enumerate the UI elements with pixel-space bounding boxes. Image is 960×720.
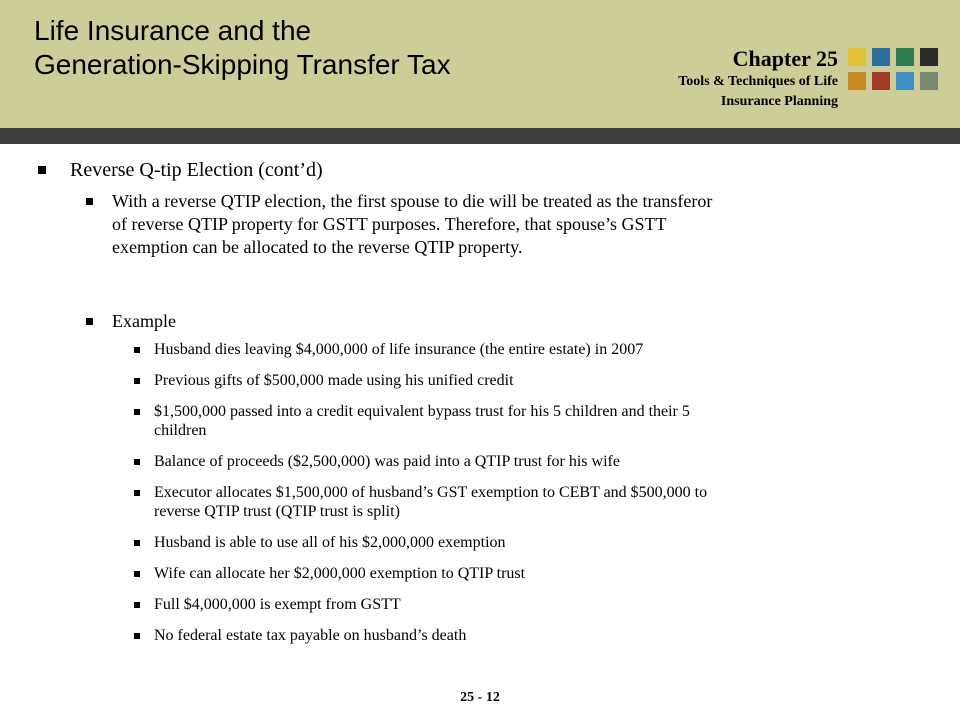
color-square — [848, 72, 866, 90]
square-bullet-icon — [86, 198, 93, 205]
chapter-subtitle-line: Tools & Techniques of Life — [678, 74, 838, 89]
bullet-level1-text: Reverse Q-tip Election (cont’d) — [70, 159, 323, 181]
square-bullet-icon — [134, 633, 140, 639]
chapter-block — [678, 46, 838, 112]
color-square — [872, 48, 890, 66]
bullet-paragraph-text: of reverse QTIP property for GSTT purposes. Therefore, that spouse’s GSTT — [112, 214, 667, 234]
slide-title-line: Generation-Skipping Transfer Tax — [34, 49, 451, 80]
bullet-paragraph-text: exemption can be allocated to the reverse QTIP property. — [112, 237, 523, 257]
example-item-text: $1,500,000 passed into a credit equivalent bypass trust for his 5 children and their 5 — [154, 403, 690, 420]
bullet-example-text: Example — [112, 311, 176, 331]
square-bullet-icon — [38, 166, 46, 174]
color-square — [872, 72, 890, 90]
header-divider-bar — [0, 128, 960, 144]
square-bullet-icon — [134, 602, 140, 608]
decorative-color-squares — [848, 48, 938, 90]
square-bullet-icon — [134, 540, 140, 546]
slide-title — [34, 14, 451, 82]
square-bullet-icon — [134, 571, 140, 577]
color-square — [896, 48, 914, 66]
chapter-subtitle-line: Insurance Planning — [720, 94, 838, 109]
color-square — [896, 72, 914, 90]
chapter-number: Chapter 25 — [732, 46, 838, 71]
example-item-text: Balance of proceeds ($2,500,000) was paid into a QTIP trust for his wife — [154, 453, 620, 470]
square-bullet-icon — [134, 378, 140, 384]
slide-title-line: Life Insurance and the — [34, 15, 312, 46]
square-bullet-icon — [134, 459, 140, 465]
square-bullet-icon — [86, 318, 93, 325]
slide-header — [0, 0, 960, 128]
example-item-text: reverse QTIP trust (QTIP trust is split) — [154, 503, 400, 520]
color-square — [920, 48, 938, 66]
bullet-paragraph-text: With a reverse QTIP election, the first spouse to die will be treated as the transferor — [112, 191, 713, 211]
example-item-text: Previous gifts of $500,000 made using his unified credit — [154, 372, 514, 389]
square-bullet-icon — [134, 347, 140, 353]
square-bullet-icon — [134, 490, 140, 496]
example-item-text: Full $4,000,000 is exempt from GSTT — [154, 596, 401, 613]
square-bullet-icon — [134, 409, 140, 415]
example-item-text: Wife can allocate her $2,000,000 exemption to QTIP trust — [154, 565, 526, 582]
page-number: 25 - 12 — [460, 690, 500, 705]
color-square — [848, 48, 866, 66]
color-square — [920, 72, 938, 90]
example-item-text: children — [154, 422, 207, 439]
example-item-text: Husband dies leaving $4,000,000 of life insurance (the entire estate) in 2007 — [154, 341, 644, 358]
example-item-text: Executor allocates $1,500,000 of husband’s GST exemption to CEBT and $500,000 to — [154, 484, 708, 501]
example-item-text: Husband is able to use all of his $2,000,000 exemption — [154, 534, 506, 551]
example-item-text: No federal estate tax payable on husband’s death — [154, 627, 467, 644]
